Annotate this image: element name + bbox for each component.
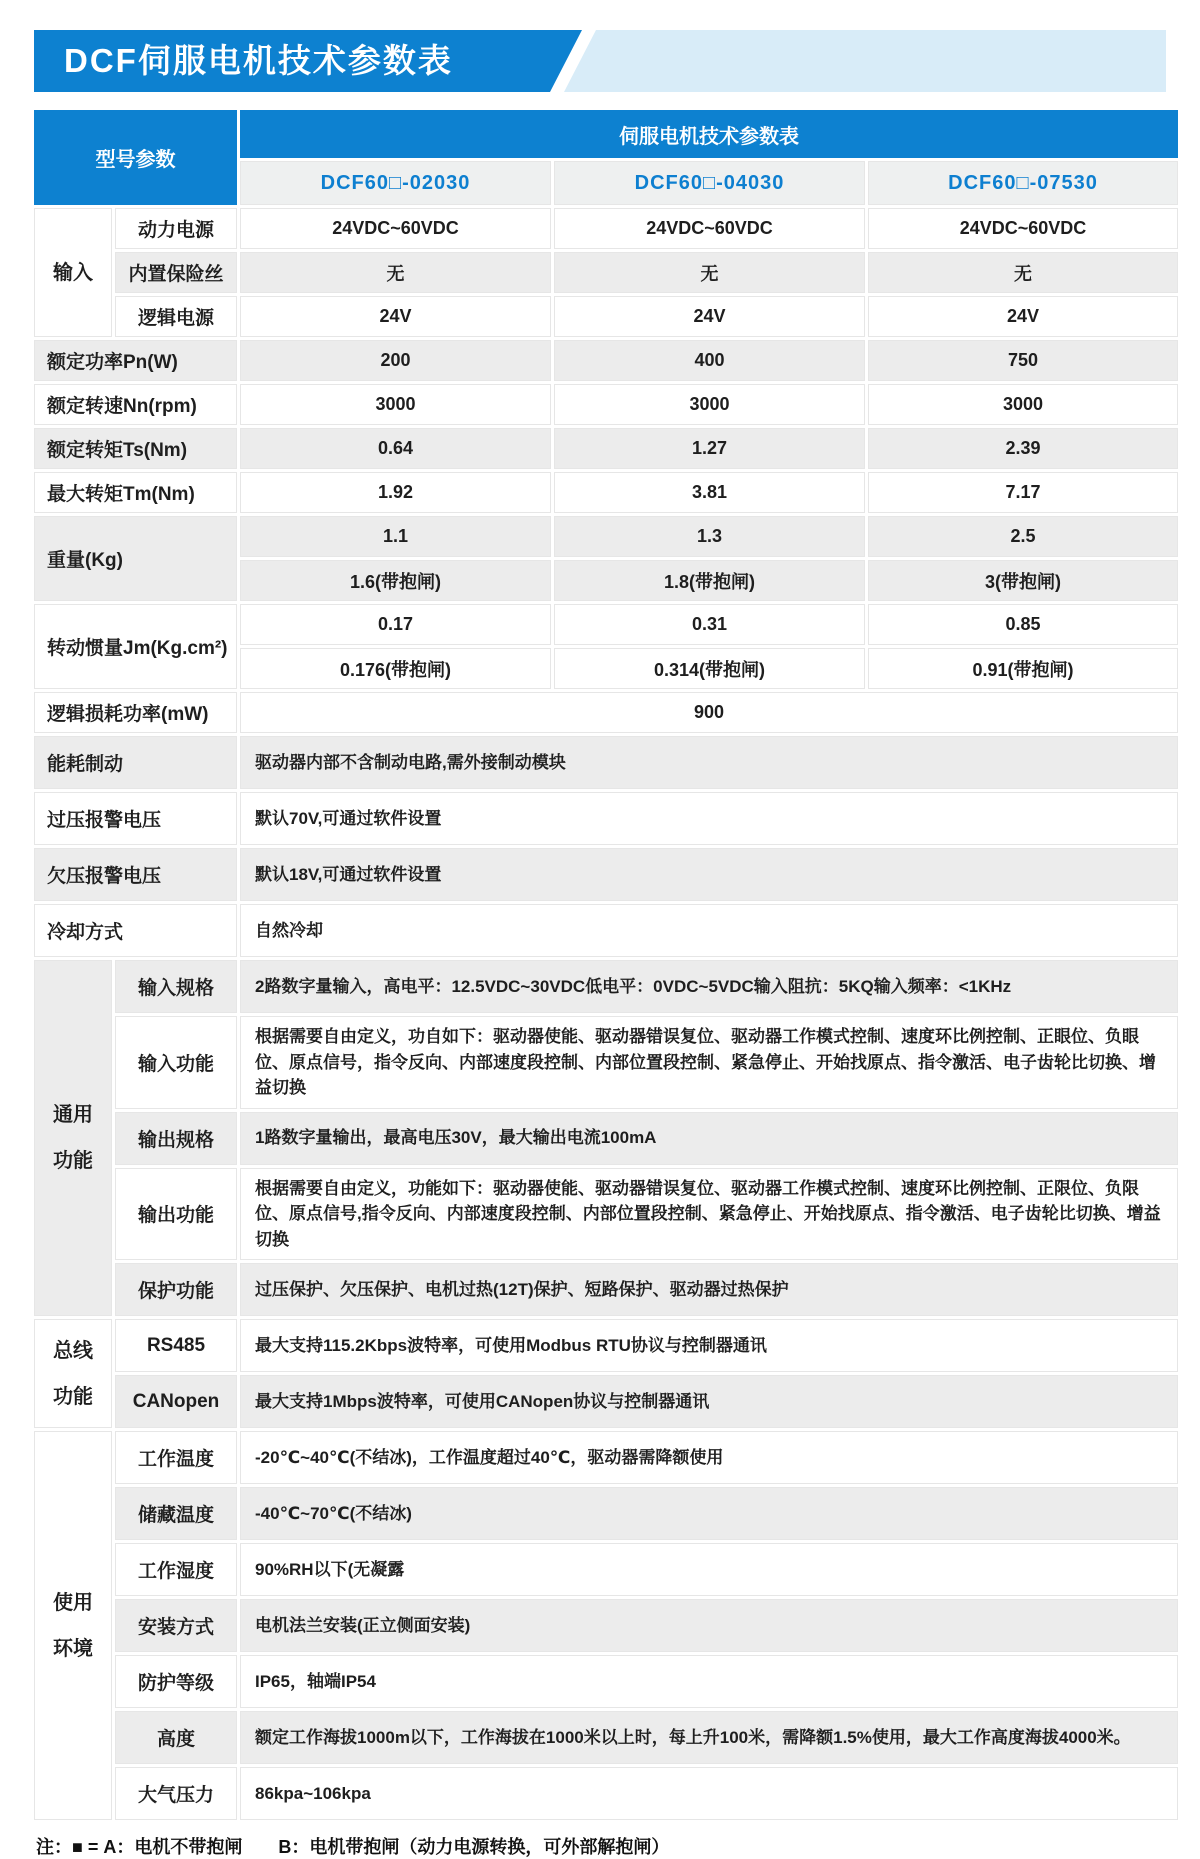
cell-value: 3000 [868,384,1178,425]
cell-value: 无 [868,252,1178,293]
cell-value: 电机法兰安装(正立侧面安装) [240,1599,1178,1652]
row-label-working-temp: 工作温度 [115,1431,237,1484]
row-label-rated-torque: 额定转矩Ts(Nm) [34,428,237,469]
cell-value: 无 [240,252,551,293]
group-environment [34,1431,112,1820]
cell-value: 0.64 [240,428,551,469]
cell-value: 200 [240,340,551,381]
row-label-power-supply: 动力电源 [115,208,237,249]
cell-value: 750 [868,340,1178,381]
row-label-max-torque: 最大转矩Tm(Nm) [34,472,237,513]
footnote: 注：■ = A：电机不带抱闸 B：电机带抱闸（动力电源转换，可外部解抱闸） [36,1837,670,1857]
table-title-header: 伺服电机技术参数表 [240,110,1178,158]
row-label-logic-supply: 逻辑电源 [115,296,237,337]
group-general-functions-label: 通用功能 [53,1104,93,1172]
cell-value: 最大支持115.2Kbps波特率，可使用Modbus RTU协议与控制器通讯 [240,1319,1178,1372]
cell-value: 3000 [240,384,551,425]
cell-value: 0.85 [868,604,1178,645]
row-label-rs485: RS485 [115,1319,237,1372]
row-label-output-spec: 输出规格 [115,1112,237,1165]
cell-value: 根据需要自由定义，功自如下：驱动器使能、驱动器错误复位、驱动器工作模式控制、速度环比例控制、正眼位、负眼位、原点信号，指令反向、内部速度段控制、内部位置段控制、紧急停止、开始找原点、指令激活、电子齿轮比切换、增益切换 [240,1016,1178,1109]
cell-value: 1.8(带抱闸) [554,560,865,601]
page-title: DCF伺服电机技术参数表 [64,42,453,79]
group-bus-functions [34,1319,112,1428]
row-label-storage-temp: 储藏温度 [115,1487,237,1540]
row-label-altitude: 高度 [115,1711,237,1764]
row-label-output-function: 输出功能 [115,1168,237,1261]
cell-value: 自然冷却 [240,904,1178,957]
row-label-ip-rating: 防护等级 [115,1655,237,1708]
model-header-3: DCF60□-07530 [868,161,1178,205]
cell-value: 86kpa~106kpa [240,1767,1178,1820]
cell-value: 0.17 [240,604,551,645]
group-input-label: 输入 [53,261,93,284]
row-label-humidity: 工作湿度 [115,1543,237,1596]
cell-value: 900 [240,692,1178,733]
cell-value: 最大支持1Mbps波特率，可使用CANopen协议与控制器通讯 [240,1375,1178,1428]
row-label-logic-loss: 逻辑损耗功率(mW) [34,692,237,733]
corner-header: 型号参数 [34,110,237,205]
cell-value: 0.91(带抱闸) [868,648,1178,689]
cell-value: 3000 [554,384,865,425]
cell-value: -40℃~70℃(不结冰) [240,1487,1178,1540]
page-banner [34,30,1166,92]
cell-value: 3(带抱闸) [868,560,1178,601]
model-header-1: DCF60□-02030 [240,161,551,205]
cell-value: 0.176(带抱闸) [240,648,551,689]
row-label-rated-power: 额定功率Pn(W) [34,340,237,381]
cell-value: 1.1 [240,516,551,557]
cell-value: 额定工作海拔1000m以下，工作海拔在1000米以上时，每上升100米，需降额1.5%使用，最大工作高度海拔4000米。 [240,1711,1178,1764]
row-label-over-voltage: 过压报警电压 [34,792,237,845]
cell-value: 2路数字量输入，高电平：12.5VDC~30VDC低电平：0VDC~5VDC输入阻抗：5KQ输入频率：<1KHz [240,960,1178,1013]
row-label-input-spec: 输入规格 [115,960,237,1013]
cell-value: 3.81 [554,472,865,513]
row-label-canopen: CANopen [115,1375,237,1428]
row-label-mounting: 安装方式 [115,1599,237,1652]
cell-value: 默认70V,可通过软件设置 [240,792,1178,845]
cell-value: 400 [554,340,865,381]
cell-value: 24VDC~60VDC [554,208,865,249]
row-label-inertia: 转动惯量Jm(Kg.cm²) [34,604,237,689]
row-label-input-function: 输入功能 [115,1016,237,1109]
cell-value: 驱动器内部不含制动电路,需外接制动模块 [240,736,1178,789]
row-label-under-voltage: 欠压报警电压 [34,848,237,901]
cell-value: 1路数字量输出，最高电压30V，最大输出电流100mA [240,1112,1178,1165]
cell-value: 过压保护、欠压保护、电机过热(12T)保护、短路保护、驱动器过热保护 [240,1263,1178,1316]
cell-value: 24V [554,296,865,337]
group-general-functions [34,960,112,1316]
cell-value: 24V [240,296,551,337]
cell-value: 2.5 [868,516,1178,557]
cell-value: 1.3 [554,516,865,557]
row-label-rated-speed: 额定转速Nn(rpm) [34,384,237,425]
row-label-fuse: 内置保险丝 [115,252,237,293]
cell-value: 0.314(带抱闸) [554,648,865,689]
cell-value: IP65，轴端IP54 [240,1655,1178,1708]
cell-value: -20℃~40℃(不结冰)，工作温度超过40℃，驱动器需降额使用 [240,1431,1178,1484]
row-label-brake: 能耗制动 [34,736,237,789]
group-bus-functions-label: 总线功能 [53,1339,93,1408]
group-environment-label: 使用环境 [53,1591,93,1660]
cell-value: 7.17 [868,472,1178,513]
cell-value: 24VDC~60VDC [240,208,551,249]
cell-value: 默认18V,可通过软件设置 [240,848,1178,901]
cell-value: 无 [554,252,865,293]
row-label-weight: 重量(Kg) [34,516,237,601]
cell-value: 90%RH以下(无凝露 [240,1543,1178,1596]
cell-value: 1.6(带抱闸) [240,560,551,601]
cell-value: 24VDC~60VDC [868,208,1178,249]
row-label-air-pressure: 大气压力 [115,1767,237,1820]
cell-value: 0.31 [554,604,865,645]
cell-value: 1.92 [240,472,551,513]
cell-value: 2.39 [868,428,1178,469]
spec-table [31,107,1181,1823]
row-label-cooling: 冷却方式 [34,904,237,957]
cell-value: 根据需要自由定义，功能如下：驱动器使能、驱动器错误复位、驱动器工作模式控制、速度环比例控制、正限位、负限位、原点信号,指令反向、内部速度段控制、内部位置段控制、紧急停止、开始找原点、指令激活、电子齿轮比切换、增益切换 [240,1168,1178,1261]
cell-value: 24V [868,296,1178,337]
group-input [34,208,112,337]
row-label-protection: 保护功能 [115,1263,237,1316]
cell-value: 1.27 [554,428,865,469]
model-header-2: DCF60□-04030 [554,161,865,205]
